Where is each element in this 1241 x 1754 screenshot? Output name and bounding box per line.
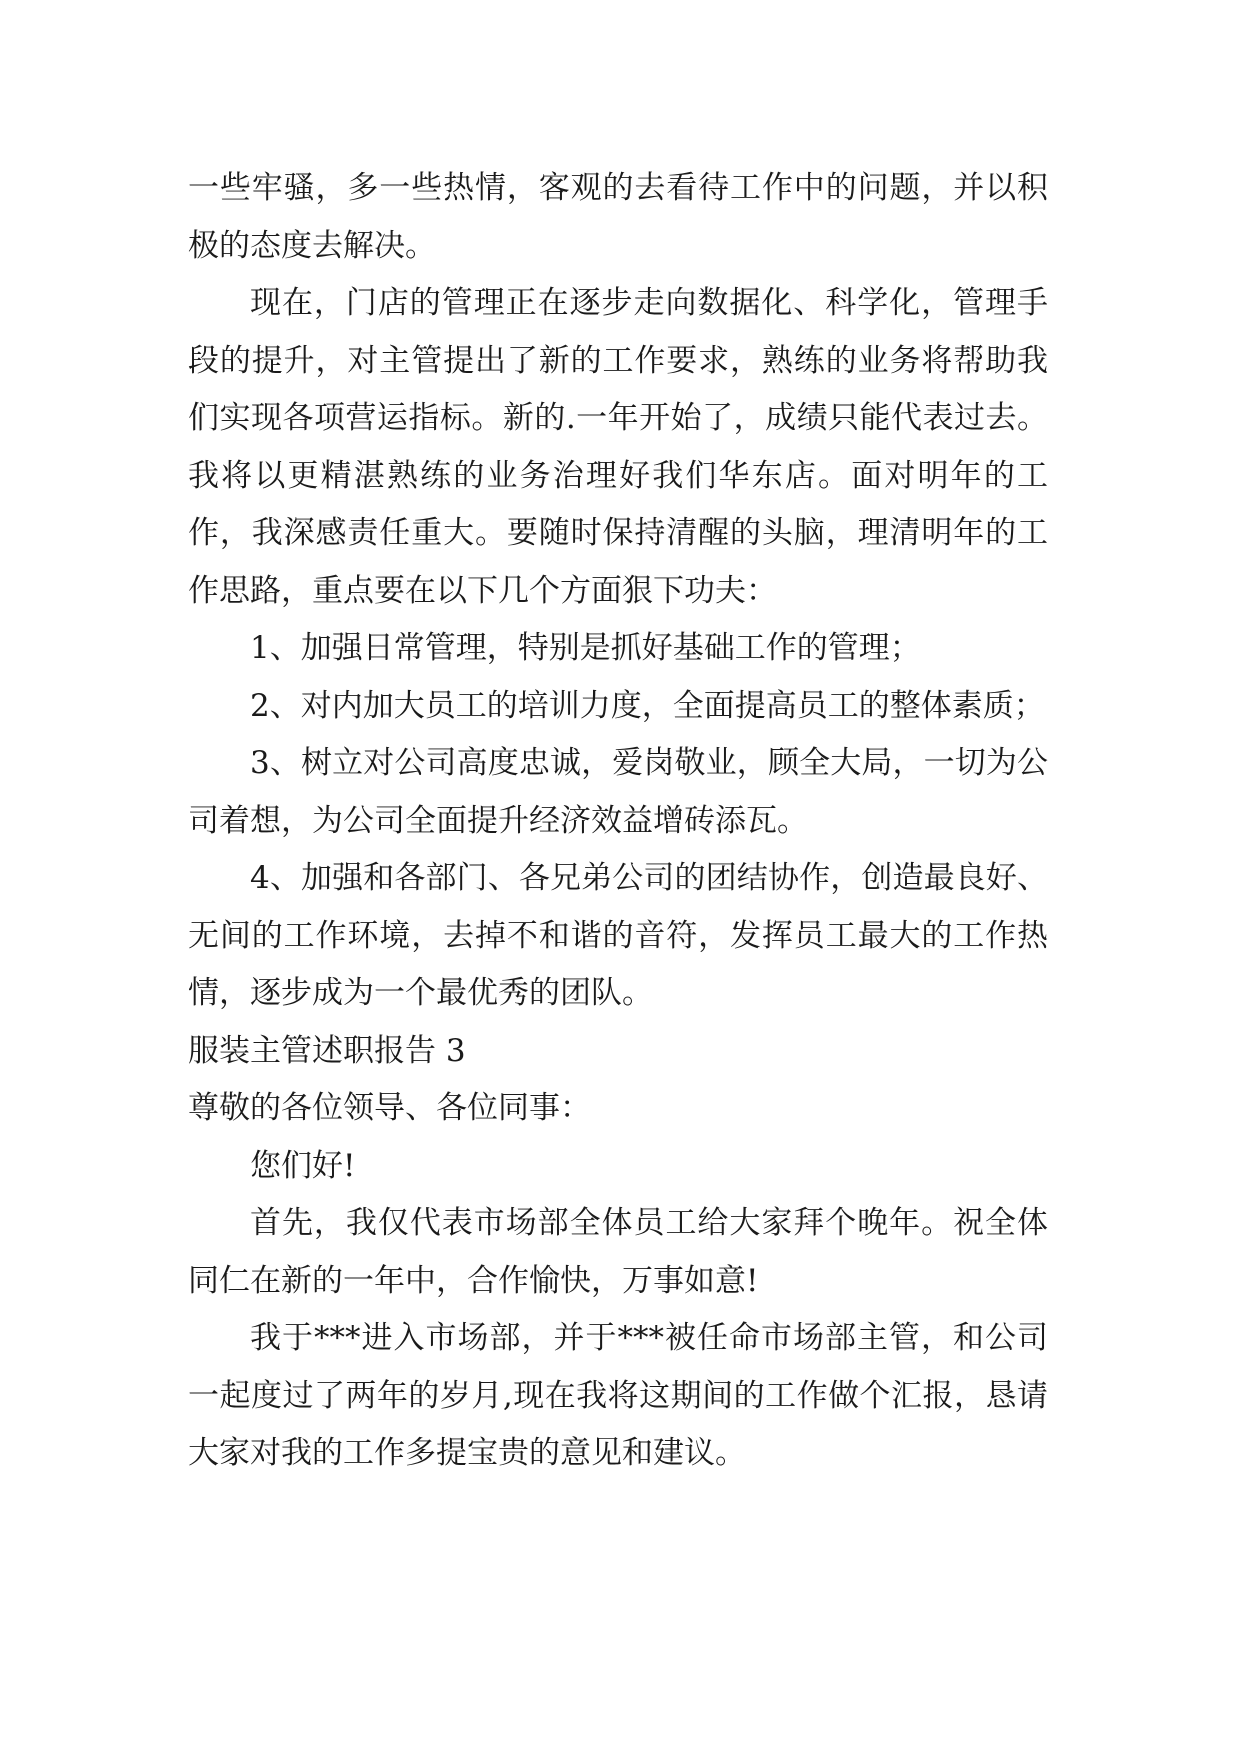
document-body — [188, 160, 1048, 1483]
paragraph-newyear: 首先，我仅代表市场部全体员工给大家拜个晚年。祝全体同仁在新的一年中，合作愉快，万事如意! — [188, 1205, 1048, 1299]
list-item-3: 3、树立对公司高度忠诚，爱岗敬业，顾全大局，一切为公司着想，为公司全面提升经济效益增砖添瓦。 — [188, 745, 1048, 839]
salutation: 尊敬的各位领导、各位同事： — [188, 1090, 591, 1126]
list-item-2: 2、对内加大员工的培训力度，全面提高员工的整体素质； — [250, 687, 1045, 724]
paragraph-report: 我于***进入市场部，并于***被任命市场部主管，和公司一起度过了两年的岁月,现在我将这期间的工作做个汇报，恳请大家对我的工作多提宝贵的意见和建议。 — [188, 1320, 1048, 1471]
greeting: 您们好! — [250, 1147, 356, 1184]
list-item-1: 1、加强日常管理，特别是抓好基础工作的管理； — [250, 630, 921, 666]
paragraph-management: 现在，门店的管理正在逐步走向数据化、科学化，管理手段的提升，对主管提出了新的工作要求，熟练的业务将帮助我们实现各项营运指标。新的.一年开始了，成绩只能代表过去。我将以更精湛熟练的业务治理好我们华东店。面对明年的工作，我深感责任重大。要随时保持清醒的头脑，理清明年的工作思路，重点要在以下几个方面狠下功夫： — [188, 285, 1048, 609]
paragraph-continuation: 一些牢骚，多一些热情，客观的去看待工作中的问题，并以积极的态度去解决。 — [188, 170, 1048, 264]
list-item-4: 4、加强和各部门、各兄弟公司的团结协作，创造最良好、无间的工作环境，去掉不和谐的音符，发挥员工最大的工作热情，逐步成为一个最优秀的团队。 — [188, 860, 1048, 1011]
section-title: 服装主管述职报告 3 — [188, 1032, 466, 1069]
